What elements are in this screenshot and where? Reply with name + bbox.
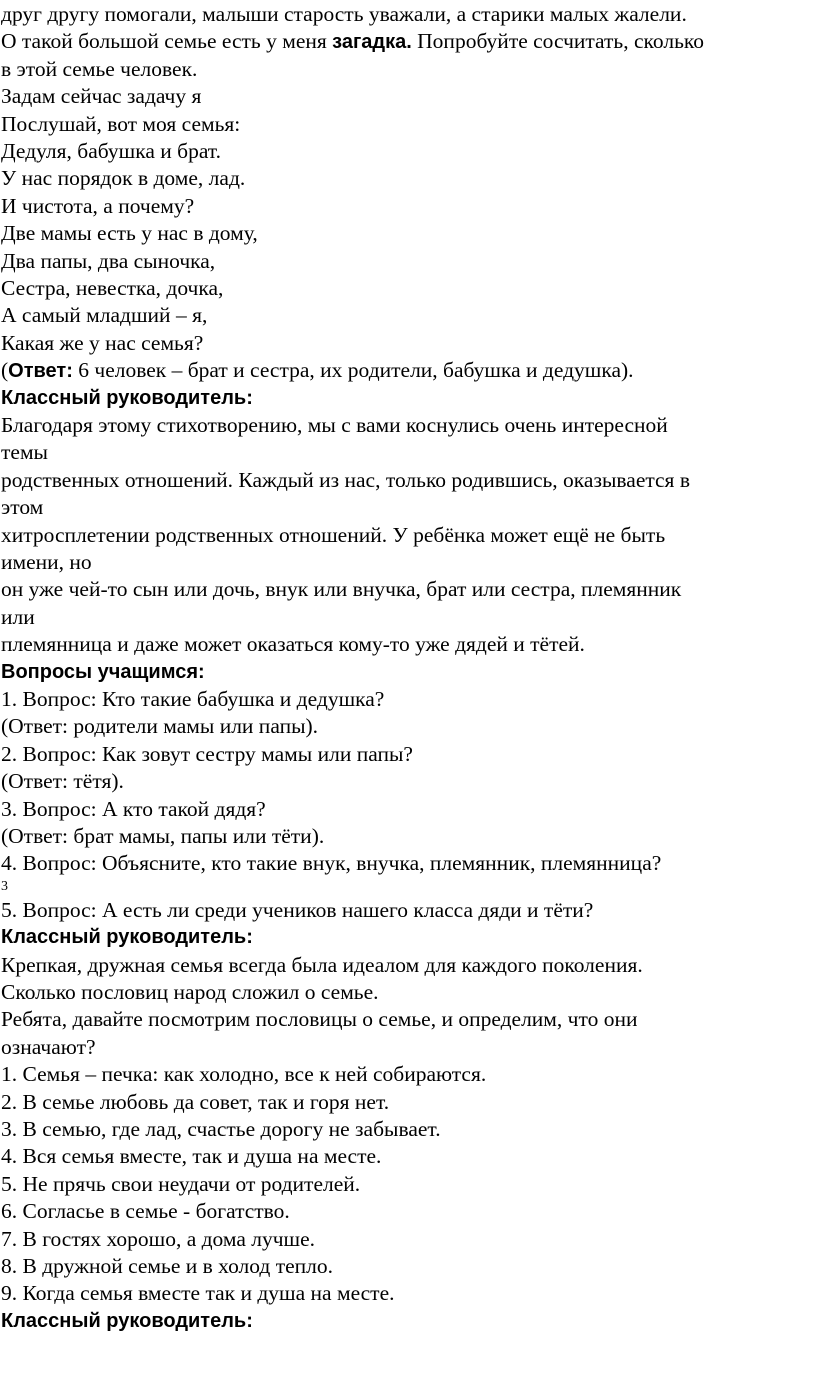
- text-line: 1. Вопрос: Кто такие бабушка и дедушка?: [1, 687, 385, 711]
- text-line: Два папы, два сыночка,: [1, 248, 216, 273]
- text-line: И чистота, а почему?: [1, 193, 195, 218]
- text-line: А самый младший – я,: [1, 303, 208, 328]
- text-line: Дедуля, бабушка и брат.: [1, 139, 221, 163]
- text-span: Попробуйте сосчитать, сколько: [411, 29, 704, 54]
- text-line: означают?: [1, 1034, 96, 1059]
- text-line: 2. Вопрос: Как зовут сестру мамы или папы?: [1, 741, 413, 766]
- text-line: Какая же у нас семья?: [1, 330, 204, 355]
- text-line: Две мамы есть у нас в дому,: [1, 221, 258, 246]
- text-line: 9. Когда семья вместе так и душа на месте.: [1, 1281, 395, 1306]
- text-line: У нас порядок в доме, лад.: [1, 166, 246, 191]
- text-line: 5. Не прячь свои неудачи от родителей.: [1, 1171, 361, 1196]
- text-line: Ребята, давайте посмотрим пословицы о семье, и определим, что они: [1, 1007, 638, 1032]
- text-span: О такой большой семье есть у меня: [1, 29, 333, 54]
- section-heading: Классный руководитель:: [1, 1309, 253, 1332]
- text-span: (: [1, 358, 9, 383]
- text-line: родственных отношений. Каждый из нас, только родившись, оказывается в: [1, 467, 690, 492]
- text-line: Задам сейчас задачу я: [1, 84, 202, 109]
- text-line: [1, 27, 704, 55]
- section-heading: Вопросы учащимся:: [1, 660, 205, 683]
- text-line: хитросплетении родственных отношений. У ребёнка может ещё не быть: [1, 522, 666, 547]
- text-line: он уже чей-то сын или дочь, внук или внучка, брат или сестра, племянник: [1, 577, 682, 602]
- text-line: 5. Вопрос: А есть ли среди учеников нашего класса дяди и тёти?: [1, 897, 594, 922]
- text-line: 2. В семье любовь да совет, так и горя нет.: [1, 1089, 390, 1114]
- bold-term: загадка.: [332, 31, 412, 54]
- text-line: имени, но: [1, 550, 92, 574]
- text-span: 6 человек – брат и сестра, их родители, бабушка и дедушка).: [72, 358, 634, 383]
- text-line: (Ответ: брат мамы, папы или тёти).: [1, 824, 325, 848]
- text-line: 1. Семья – печка: как холодно, все к ней собираются.: [1, 1062, 487, 1087]
- text-line: (Ответ: родители мамы или папы).: [1, 714, 319, 739]
- text-line: [1, 356, 634, 384]
- text-line: друг другу помогали, малыши старость уважали, а старики малых жалели.: [1, 2, 687, 26]
- text-line: Сестра, невестка, дочка,: [1, 276, 224, 300]
- text-line: в этой семье человек.: [1, 56, 198, 81]
- text-line: темы: [1, 440, 48, 465]
- section-heading: Классный руководитель:: [1, 386, 253, 409]
- text-line: Благодаря этому стихотворению, мы с вами коснулись очень интересной: [1, 413, 668, 437]
- text-line: или: [1, 604, 35, 629]
- text-line: Крепкая, дружная семья всегда была идеалом для каждого поколения.: [1, 952, 643, 977]
- page-number: 3: [1, 878, 8, 894]
- text-line: 7. В гостях хорошо, а дома лучше.: [1, 1226, 316, 1251]
- text-line: 8. В дружной семье и в холод тепло.: [1, 1254, 334, 1278]
- text-line: 4. Вопрос: Объясните, кто такие внук, внучка, племянник, племянница?: [1, 851, 662, 876]
- section-heading: Классный руководитель:: [1, 926, 253, 949]
- text-line: 4. Вся семья вместе, так и душа на месте.: [1, 1144, 382, 1169]
- text-line: этом: [1, 495, 44, 520]
- text-line: 3. В семью, где лад, счастье дорогу не забывает.: [1, 1117, 441, 1141]
- text-line: 6. Согласье в семье - богатство.: [1, 1199, 290, 1224]
- text-line: Послушай, вот моя семья:: [1, 111, 241, 136]
- bold-term: Ответ:: [8, 360, 73, 383]
- text-line: 3. Вопрос: А кто такой дядя?: [1, 796, 266, 821]
- text-line: племянница и даже может оказаться кому-то уже дядей и тётей.: [1, 632, 585, 657]
- text-line: Сколько пословиц народ сложил о семье.: [1, 980, 379, 1004]
- text-line: (Ответ: тётя).: [1, 769, 124, 794]
